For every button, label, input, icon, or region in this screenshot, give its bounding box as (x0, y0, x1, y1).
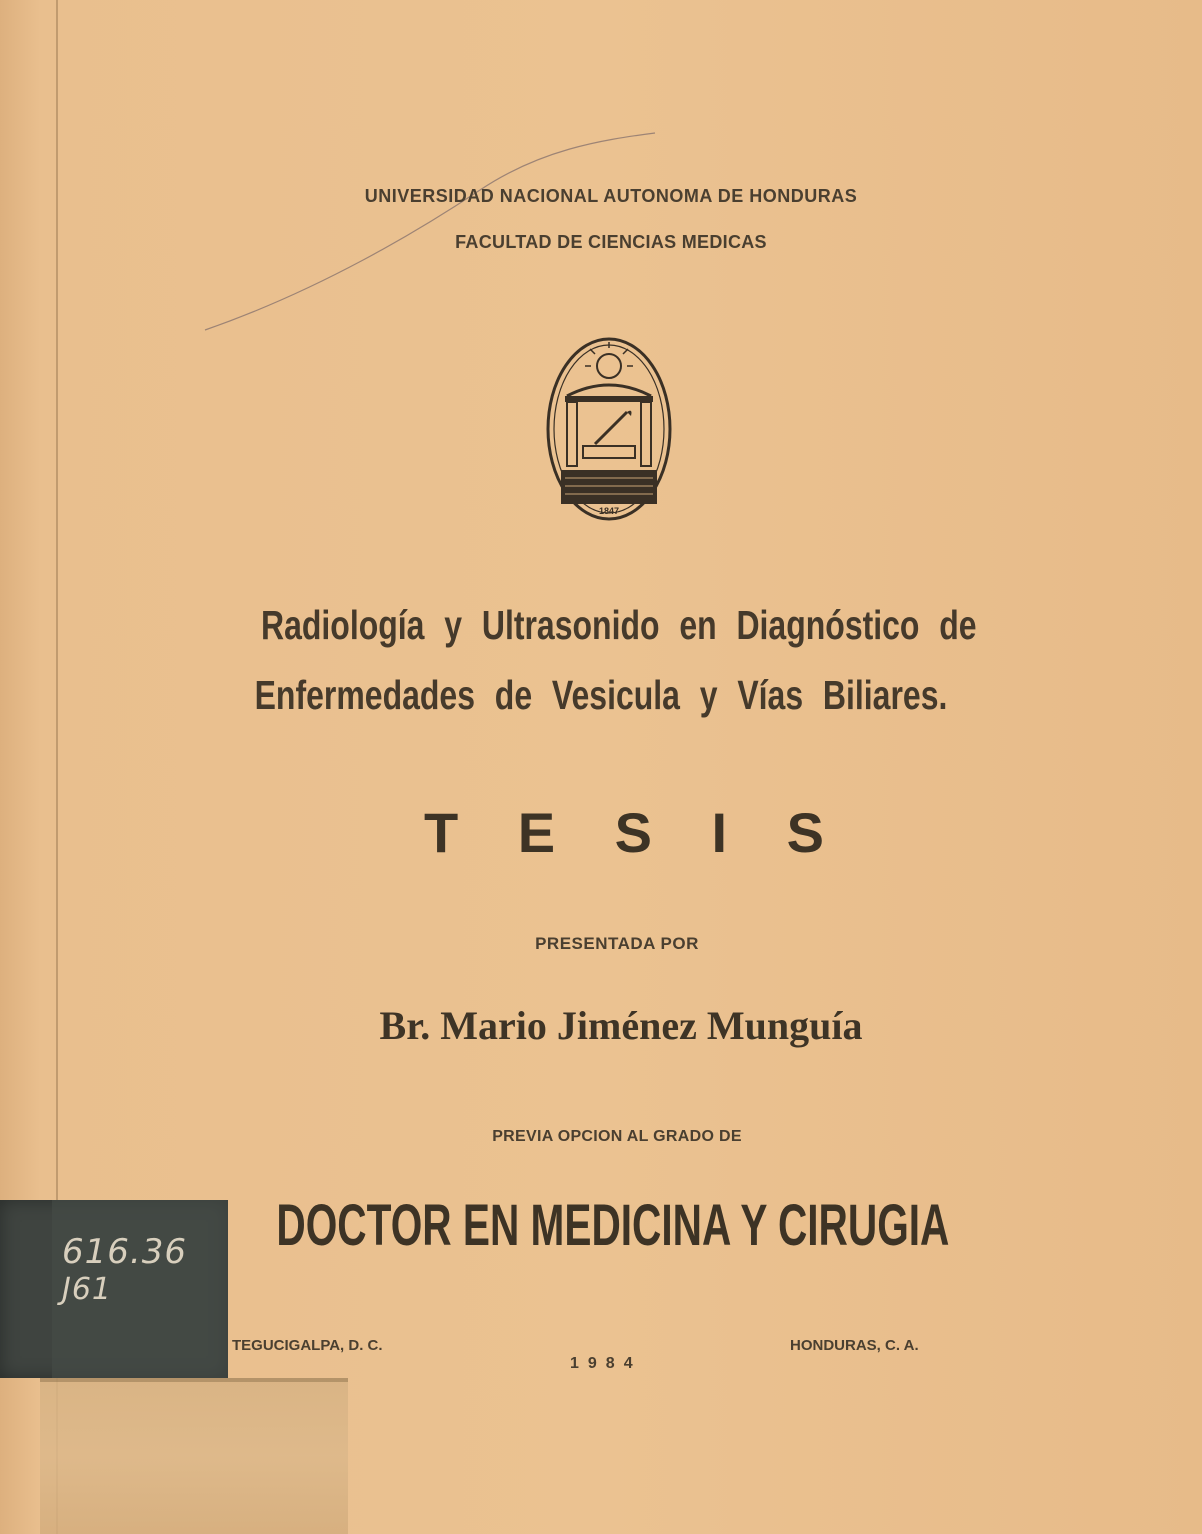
university-seal-icon (545, 336, 673, 522)
university-name: UNIVERSIDAD NACIONAL AUTONOMA DE HONDURAS (364, 186, 858, 206)
thesis-title-line-1: Radiología y Ultrasonido en Diagnóstico de (260, 602, 977, 648)
svg-text:1847: 1847 (598, 506, 620, 516)
degree-label: PREVIA OPCION AL GRADO DE (492, 1128, 742, 1145)
author-name: Br. Mario Jiménez Munguía (379, 1003, 863, 1048)
tape-patch (40, 1378, 348, 1534)
call-number-cutter: J61 (62, 1272, 113, 1307)
tape-edge (40, 1378, 348, 1382)
thesis-title-line-2: Enfermedades de Vesicula y Vías Biliares. (254, 672, 948, 718)
degree-name: DOCTOR EN MEDICINA Y CIRUGIA (276, 1193, 950, 1258)
city-text: TEGUCIGALPA, D. C. (232, 1337, 383, 1354)
year-text: 1984 (570, 1355, 642, 1372)
presented-by-label: PRESENTADA POR (535, 934, 699, 953)
call-number-class: 616.36 (62, 1232, 187, 1272)
country-text: HONDURAS, C. A. (790, 1337, 919, 1354)
document-type: T E S I S (423, 801, 847, 864)
faculty-name: FACULTAD DE CIENCIAS MEDICAS (455, 232, 767, 252)
